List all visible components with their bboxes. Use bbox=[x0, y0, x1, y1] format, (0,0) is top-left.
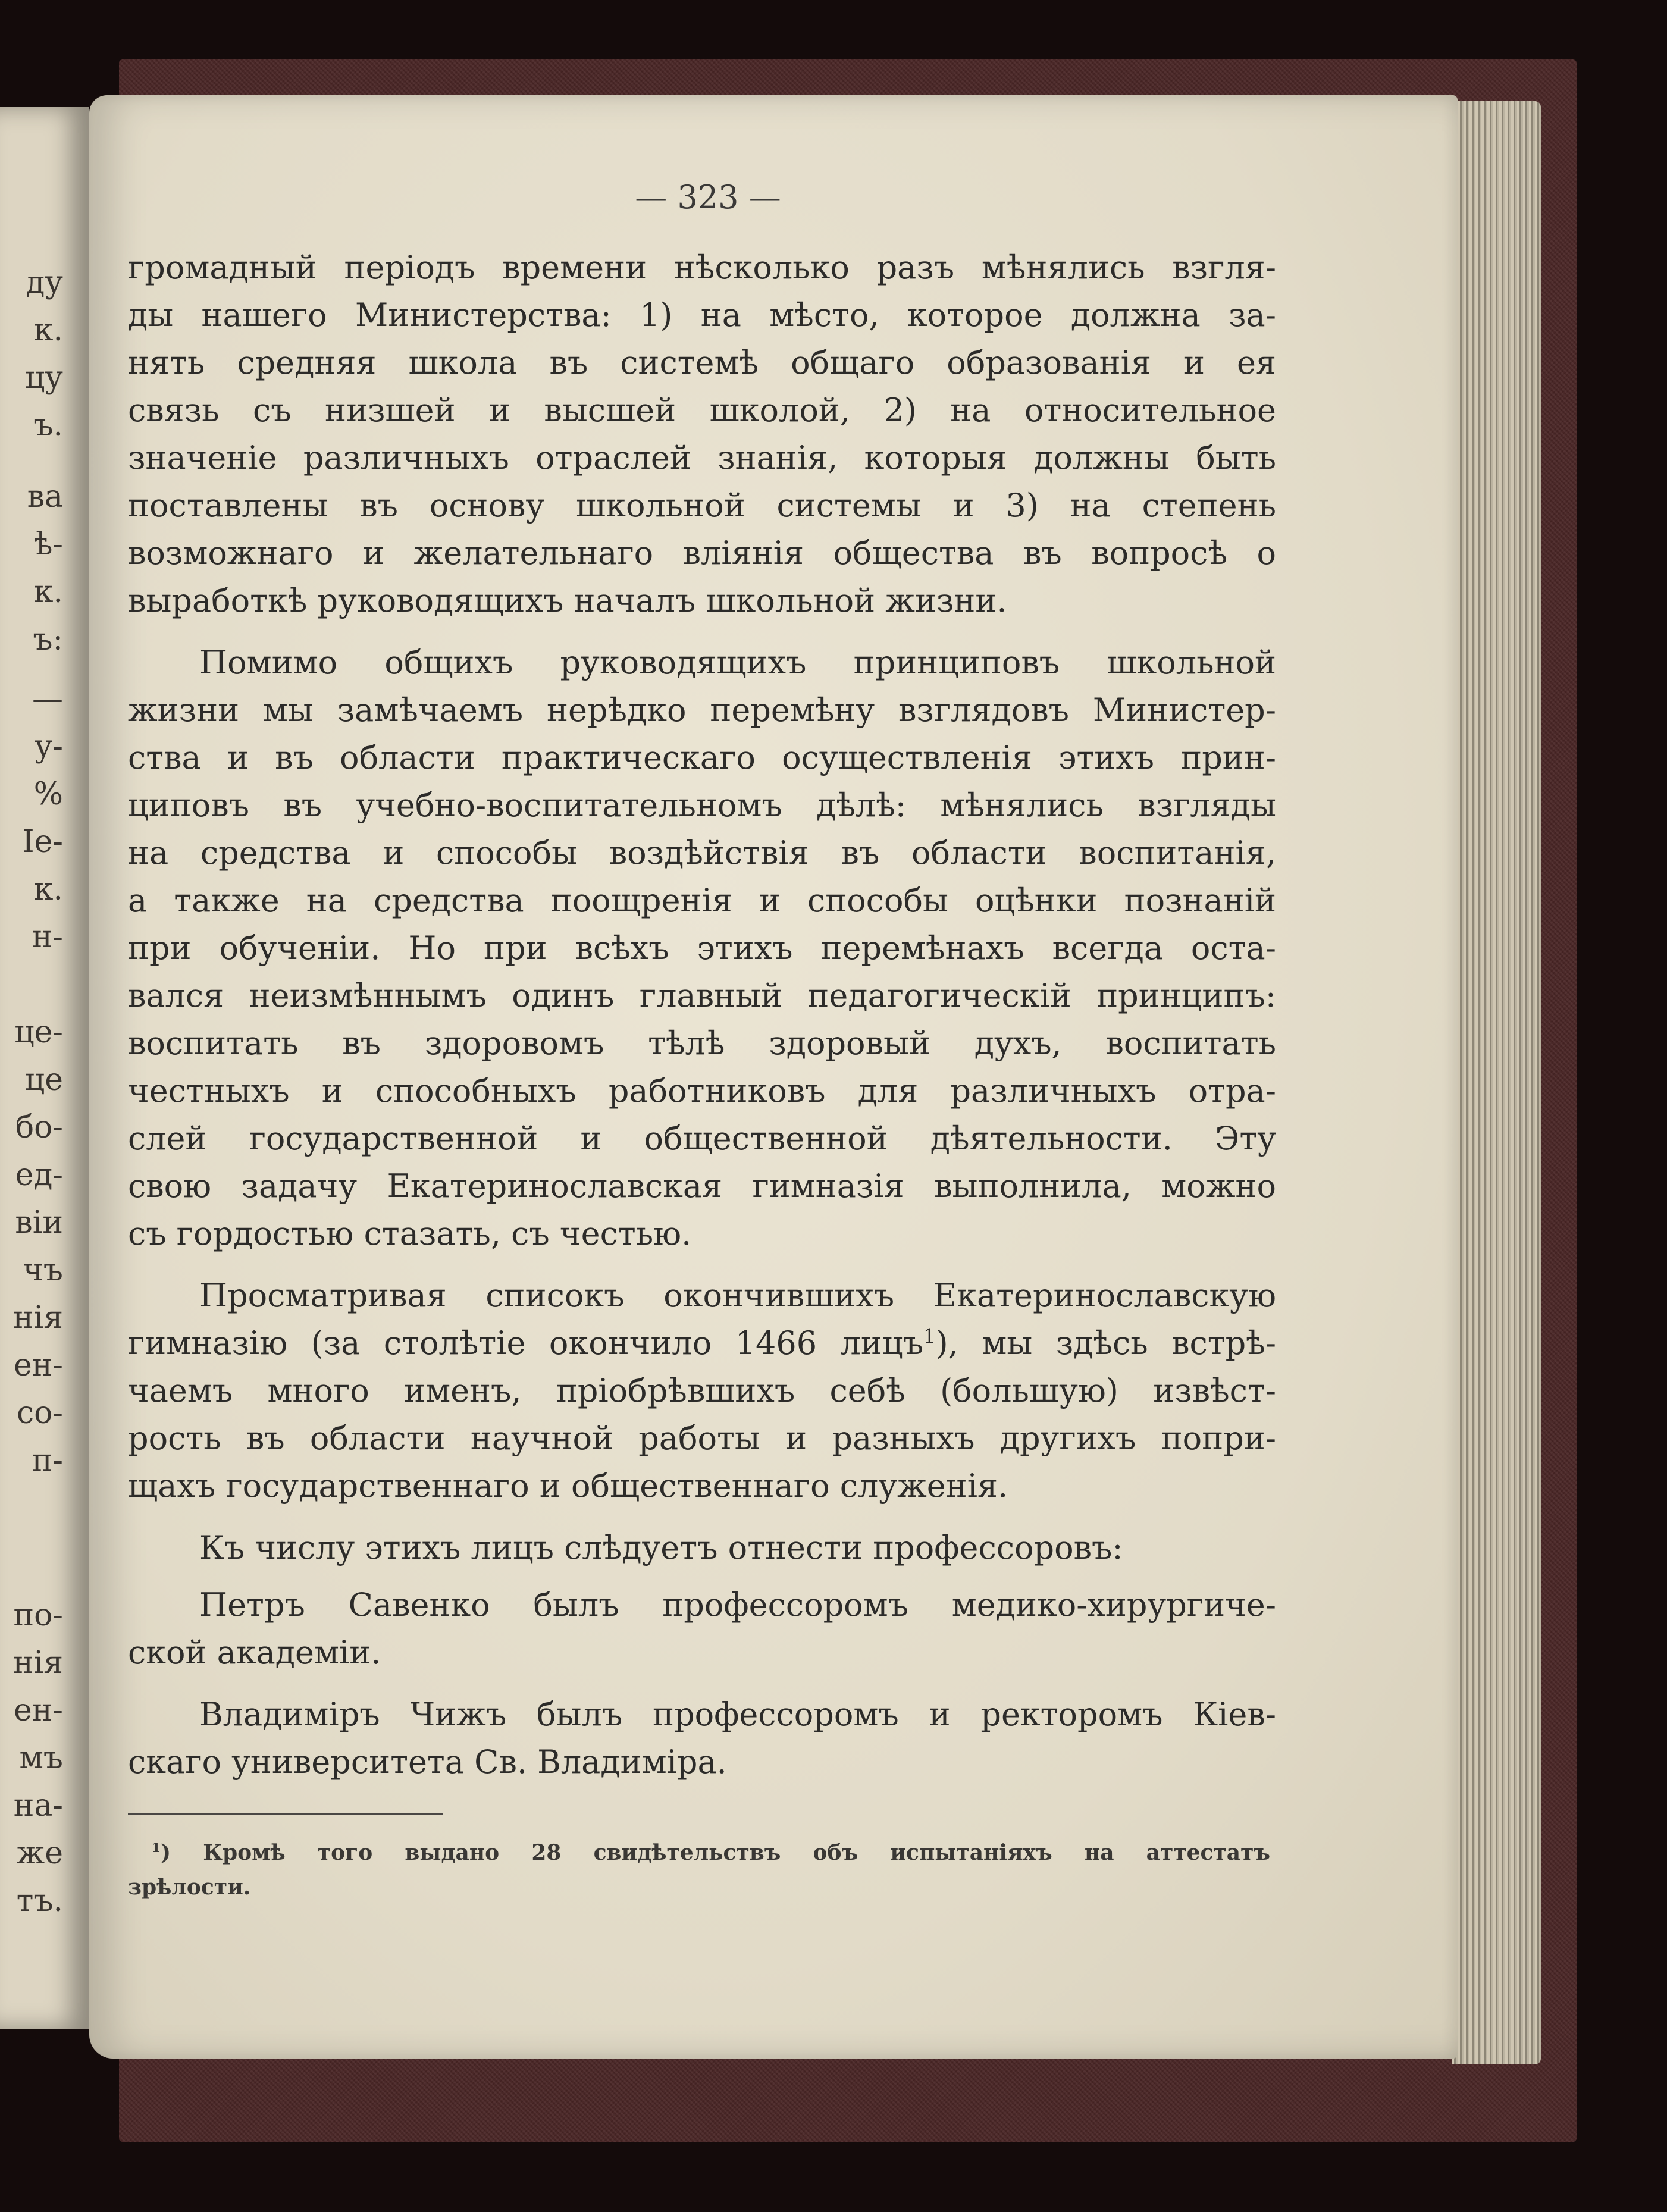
paragraph-5 bbox=[128, 1581, 1276, 1677]
text-line: жизни мы замѣчаемъ нерѣдко перемѣну взглядовъ Министер- bbox=[128, 691, 1276, 729]
text-line: вался неизмѣннымъ одинъ главный педагогическій принципъ: bbox=[128, 977, 1276, 1014]
left-fragment: у- bbox=[34, 729, 63, 765]
text-line: нять средняя школа въ системѣ общаго образованія и ея bbox=[128, 344, 1276, 381]
paragraph-3 bbox=[128, 1272, 1276, 1510]
left-fragment: цу bbox=[24, 360, 63, 396]
footnote-reference: 1 bbox=[923, 1325, 936, 1348]
text-line: связь съ низшей и высшей школой, 2) на относительное bbox=[128, 391, 1276, 429]
left-fragment: ду bbox=[26, 265, 63, 300]
body-text bbox=[128, 244, 1276, 1786]
text-line: Владиміръ Чижъ былъ профессоромъ и ректоромъ Кіев- bbox=[199, 1696, 1276, 1733]
text-line bbox=[128, 1320, 1276, 1367]
page-stack-edge bbox=[1452, 101, 1541, 2064]
left-fragment: ен- bbox=[13, 1348, 63, 1383]
left-fragment: нія bbox=[12, 1645, 63, 1681]
left-fragment: чъ bbox=[23, 1252, 63, 1288]
footnote-line: зрѣлости. bbox=[128, 1875, 251, 1900]
left-fragment: нія bbox=[12, 1300, 63, 1336]
left-fragment: ѣ- bbox=[34, 527, 63, 562]
left-fragment: ед- bbox=[15, 1157, 63, 1193]
paragraph-2 bbox=[128, 639, 1276, 1258]
text-line: при обученіи. Но при всѣхъ этихъ перемѣнахъ всегда оста- bbox=[128, 929, 1276, 967]
footnote-line bbox=[128, 1835, 1270, 1870]
text-line: воспитать въ здоровомъ тѣлѣ здоровый духъ, воспитать bbox=[128, 1024, 1276, 1062]
footnote-marker: 1 bbox=[152, 1841, 161, 1856]
left-fragment: же bbox=[16, 1835, 63, 1871]
left-fragment: со- bbox=[17, 1395, 63, 1431]
text-line: выработкѣ руководящихъ началъ школьной жизни. bbox=[128, 582, 1007, 619]
left-fragment: мъ bbox=[19, 1740, 63, 1776]
paragraph-4 bbox=[128, 1524, 1276, 1572]
left-fragment: на- bbox=[13, 1788, 63, 1824]
text-line: ства и въ области практическаго осуществленія этихъ прин- bbox=[128, 739, 1276, 776]
text-line: рость въ области научной работы и разныхъ другихъ попри- bbox=[128, 1420, 1276, 1457]
left-fragment: — bbox=[32, 681, 63, 717]
footnote-divider bbox=[128, 1813, 443, 1815]
left-fragment: Іе- bbox=[22, 824, 63, 860]
text-line: съ гордостью стазать, съ честью. bbox=[128, 1215, 692, 1252]
text-line: ды нашего Министерства: 1) на мѣсто, которое должна за- bbox=[128, 296, 1276, 334]
text-line: а также на средства поощренія и способы оцѣнки познаній bbox=[128, 882, 1276, 919]
text-line: ской академіи. bbox=[128, 1634, 381, 1671]
left-fragment: ва bbox=[27, 479, 63, 515]
text-line-part: гимназію (за столѣтіе окончило 1466 лицъ bbox=[128, 1324, 923, 1362]
text-line: щахъ государственнаго и общественнаго служенія. bbox=[128, 1467, 1008, 1505]
text-line: Помимо общихъ руководящихъ принциповъ школьной bbox=[199, 644, 1276, 681]
text-line: значеніе различныхъ отраслей знанія, которыя должны быть bbox=[128, 439, 1276, 477]
text-line: чаемъ много именъ, пріобрѣвшихъ себѣ (большую) извѣст- bbox=[128, 1372, 1276, 1409]
previous-page-edge bbox=[0, 107, 89, 2029]
text-line: поставлены въ основу школьной системы и 3) на степень bbox=[128, 487, 1276, 524]
text-line: возможнаго и желательнаго вліянія общества въ вопросѣ о bbox=[128, 534, 1276, 572]
paragraph-6 bbox=[128, 1691, 1276, 1786]
left-fragment: ъ: bbox=[33, 622, 63, 657]
text-line: честныхъ и способныхъ работниковъ для различныхъ отра- bbox=[128, 1072, 1276, 1110]
left-fragment: віи bbox=[15, 1205, 63, 1240]
text-line: громадный періодъ времени нѣсколько разъ мѣнялись взгля- bbox=[128, 249, 1276, 286]
text-line: Просматривая списокъ окончившихъ Екатеринославскую bbox=[199, 1277, 1276, 1314]
left-fragment: бо- bbox=[15, 1110, 63, 1145]
footnote bbox=[128, 1835, 1270, 1904]
left-fragment: це- bbox=[14, 1014, 63, 1050]
text-line: слей государственной и общественной дѣятельности. Эту bbox=[128, 1120, 1276, 1157]
left-fragment: тъ. bbox=[16, 1883, 63, 1919]
text-line: циповъ въ учебно-воспитательномъ дѣлѣ: мѣнялись взгляды bbox=[128, 787, 1276, 824]
left-fragment: к. bbox=[33, 312, 63, 348]
left-fragment: це bbox=[24, 1062, 63, 1098]
left-fragment: к. bbox=[33, 574, 63, 610]
text-line: Къ числу этихъ лицъ слѣдуетъ отнести профессоровъ: bbox=[199, 1529, 1123, 1566]
paragraph-1 bbox=[128, 244, 1276, 625]
left-fragment: % bbox=[33, 776, 63, 812]
text-line-part: ), мы здѣсь встрѣ- bbox=[935, 1324, 1276, 1362]
left-fragment: ъ. bbox=[33, 408, 63, 443]
text-line: на средства и способы воздѣйствія въ области воспитанія, bbox=[128, 834, 1276, 872]
text-line: Петръ Савенко былъ профессоромъ медико-хирургиче- bbox=[199, 1586, 1276, 1624]
left-fragment: п- bbox=[32, 1443, 63, 1478]
page-number: — 323 — bbox=[635, 178, 781, 216]
footnote-text: ) Кромѣ того выдано 28 свидѣтельствъ объ испытаніяхъ на аттестатъ bbox=[161, 1840, 1270, 1865]
left-fragment: ен- bbox=[13, 1693, 63, 1728]
left-fragment: н- bbox=[32, 919, 63, 955]
text-line: свою задачу Екатеринославская гимназія выполнила, можно bbox=[128, 1167, 1276, 1205]
text-line: скаго университета Св. Владиміра. bbox=[128, 1743, 727, 1781]
left-fragment: к. bbox=[33, 872, 63, 907]
left-fragment: по- bbox=[13, 1597, 63, 1633]
